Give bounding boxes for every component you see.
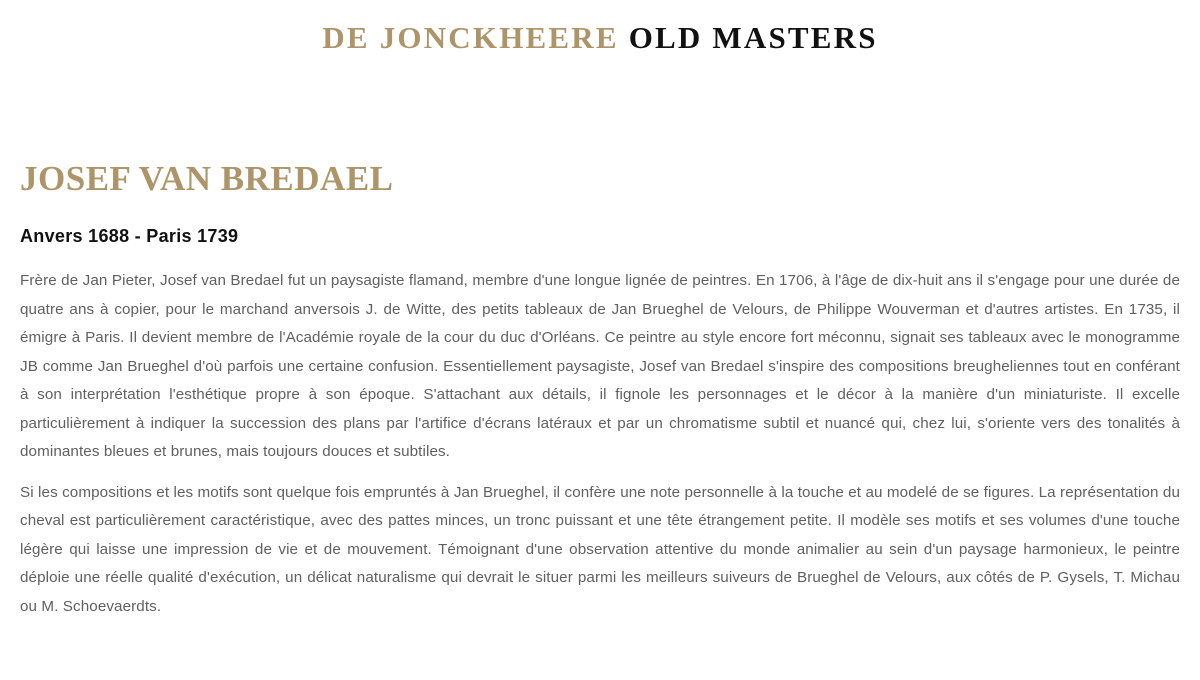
site-header: [0, 0, 1200, 78]
biography-paragraph: Frère de Jan Pieter, Josef van Bredael fut un paysagiste flamand, membre d'une longue lignée de peintres. En 1706, à l'âge de dix-huit ans il s'engage pour une durée de quatre ans à copier, pour le marchand anversois J. de Witte, des petits tableaux de Jan Brueghel de Velours, de Philippe Wouverman et d'autres artistes. En 1735, il émigre à Paris. Il devient membre de l'Académie royale de la cour du duc d'Orléans. Ce peintre au style encore fort méconnu, signait ses tableaux avec le monogramme JB comme Jan Brueghel d'où parfois une certaine confusion. Essentiellement paysagiste, Josef van Bredael s'inspire des compositions breugheliennes tout en conférant à son interprétation l'esthétique propre à son époque. S'attachant aux détails, il fignole les personnages et le décor à la manière d'un miniaturiste. Il excelle particulièrement à indiquer la succession des plans par l'artifice d'écrans latéraux et par un chromatisme subtil et nuancé qui, chez lui, s'oriente vers des tonalités à dominantes bleues et brunes, mais toujours douces et subtiles.: [20, 272, 1180, 460]
artist-name-heading: JOSEF VAN BREDAEL: [20, 159, 394, 198]
logo-brand-name: DE JONCKHEERE: [322, 20, 619, 55]
artist-biography-section: [0, 158, 1200, 621]
site-logo[interactable]: [322, 20, 877, 56]
logo-tagline: OLD MASTERS: [628, 20, 878, 55]
artist-dates: Anvers 1688 - Paris 1739: [20, 226, 239, 246]
biography-paragraph: Si les compositions et les motifs sont quelque fois empruntés à Jan Brueghel, il confère une note personnelle à la touche et au modelé de se figures. La représentation du cheval est particulièrement caractéristique, avec des pattes minces, un tronc puissant et une tête étrangement petite. Il modèle ses motifs et ses volumes d'une touche légère qui laisse une impression de vie et de mouvement. Témoignant d'une observation attentive du monde animalier au sein d'un paysage harmonieux, le peintre déploie une réelle qualité d'exécution, un délicat naturalisme qui devrait le situer parmi les meilleurs suiveurs de Brueghel de Velours, aux côtés de P. Gysels, T. Michau ou M. Schoevaerdts.: [20, 483, 1180, 615]
